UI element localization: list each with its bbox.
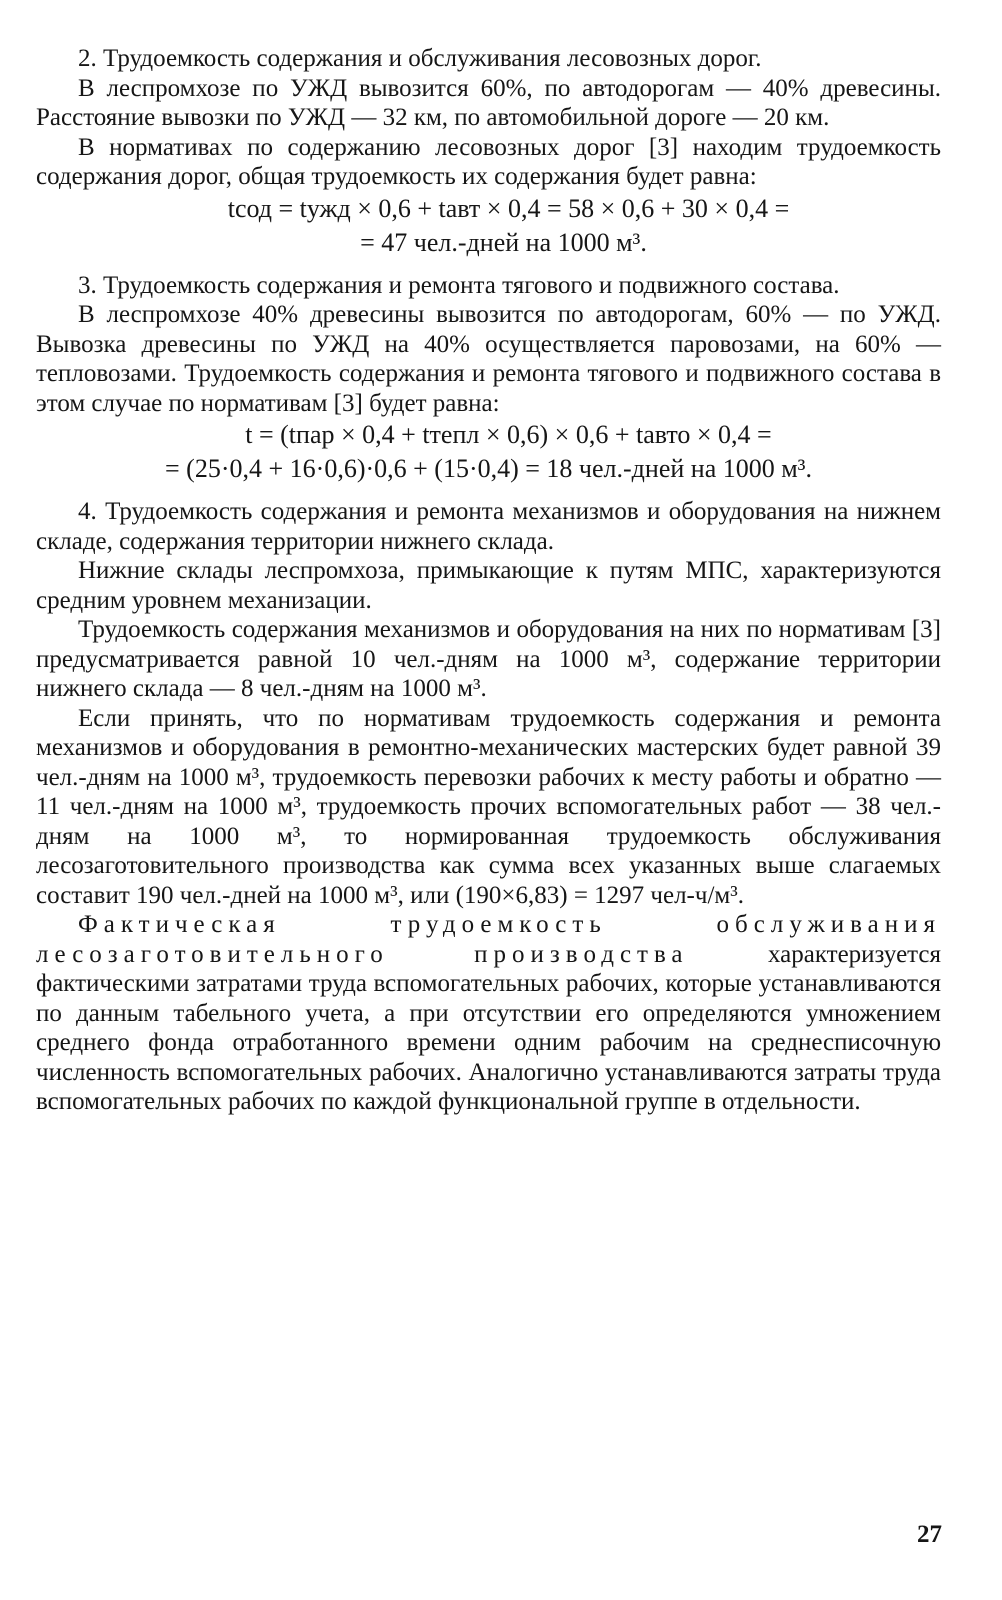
section-4-paragraph-2: Трудоемкость содержания механизмов и оборудования на них по нормативам [3] предусматривается равной 10 чел.-дням на 1000 м³, содержание территории нижнего склада — 8 чел.-дням на 1000 м³. <box>36 616 941 702</box>
formula-road-line-1: tсод = tужд × 0,6 + tавт × 0,4 = 58 × 0,6 + 30 × 0,4 = <box>227 193 790 223</box>
section-4-heading: 4. Трудоемкость содержания и ремонта механизмов и оборудования на нижнем складе, содержания территории нижнего склада. <box>36 498 941 555</box>
formula-rolling-stock-line-1: t = (tпар × 0,4 + tтепл × 0,6) × 0,6 + tавто × 0,4 = <box>245 420 772 449</box>
section-2-paragraph-1: В леспромхозе по УЖД вывозится 60%, по автодорогам — 40% древесины. Расстояние вывозки по УЖД — 32 км, по автомобильной дороге — 20 км. <box>36 74 941 131</box>
formula-rolling-stock-line-2: = (25·0,4 + 16·0,6)·0,6 + (15·0,4) = 18 чел.-дней на 1000 м³. <box>165 454 812 483</box>
section-3-heading: 3. Трудоемкость содержания и ремонта тягового и подвижного состава. <box>78 271 840 299</box>
page-body <box>36 44 941 1117</box>
page-number: 27 <box>917 1521 942 1548</box>
section-3-paragraph-1: В леспромхозе 40% древесины вывозится по автодорогам, 60% — по УЖД. Вывозка древесины по УЖД на 40% осуществляется паровозами, на 60% — тепловозами. Трудоемкость содержания и ремонта тягового и подвижного состава в этом случае по нормативам [3] будет равна: <box>36 301 941 417</box>
section-4-paragraph-1: Нижние склады леспромхоза, примыкающие к путям МПС, характеризуются средним уровнем механизации. <box>36 557 941 614</box>
formula-road-line-2: = 47 чел.-дней на 1000 м³. <box>360 227 647 257</box>
section-2-heading: 2. Трудоемкость содержания и обслуживания лесовозных дорог. <box>78 45 762 72</box>
final-paragraph-lead: Фактическая трудоемкость обслуживания лесозаготовительного производства <box>36 911 941 968</box>
section-2-paragraph-2: В нормативах по содержанию лесовозных дорог [3] находим трудоемкость содержания дорог, общая трудоемкость их содержания будет равна: <box>36 133 941 190</box>
final-paragraph-rest: характеризуется фактическими затратами труда вспомогательных рабочих, которые устанавливаются по данным табельного учета, а при отсутствии его определяются умножением среднего фонда отработанного времени одним рабочим на среднесписочную численность вспомогательных рабочих. Аналогично устанавливаются затраты труда вспомогательных рабочих по каждой функциональной группе в отдельности. <box>36 940 941 1115</box>
final-paragraph <box>36 910 941 1117</box>
section-4-paragraph-3: Если принять, что по нормативам трудоемкость содержания и ремонта механизмов и оборудования в ремонтно-механических мастерских будет равной 39 чел.-дням на 1000 м³, трудоемкость перевозки рабочих к месту работы и обратно — 11 чел.-дням на 1000 м³, трудоемкость прочих вспомогательных работ — 38 чел.-дням на 1000 м³, то нормированная трудоемкость обслуживания лесозаготовительного производства как сумма всех указанных выше слагаемых составит 190 чел.-дней на 1000 м³, или (190×6,83) = 1297 чел-ч/м³. <box>36 704 941 909</box>
